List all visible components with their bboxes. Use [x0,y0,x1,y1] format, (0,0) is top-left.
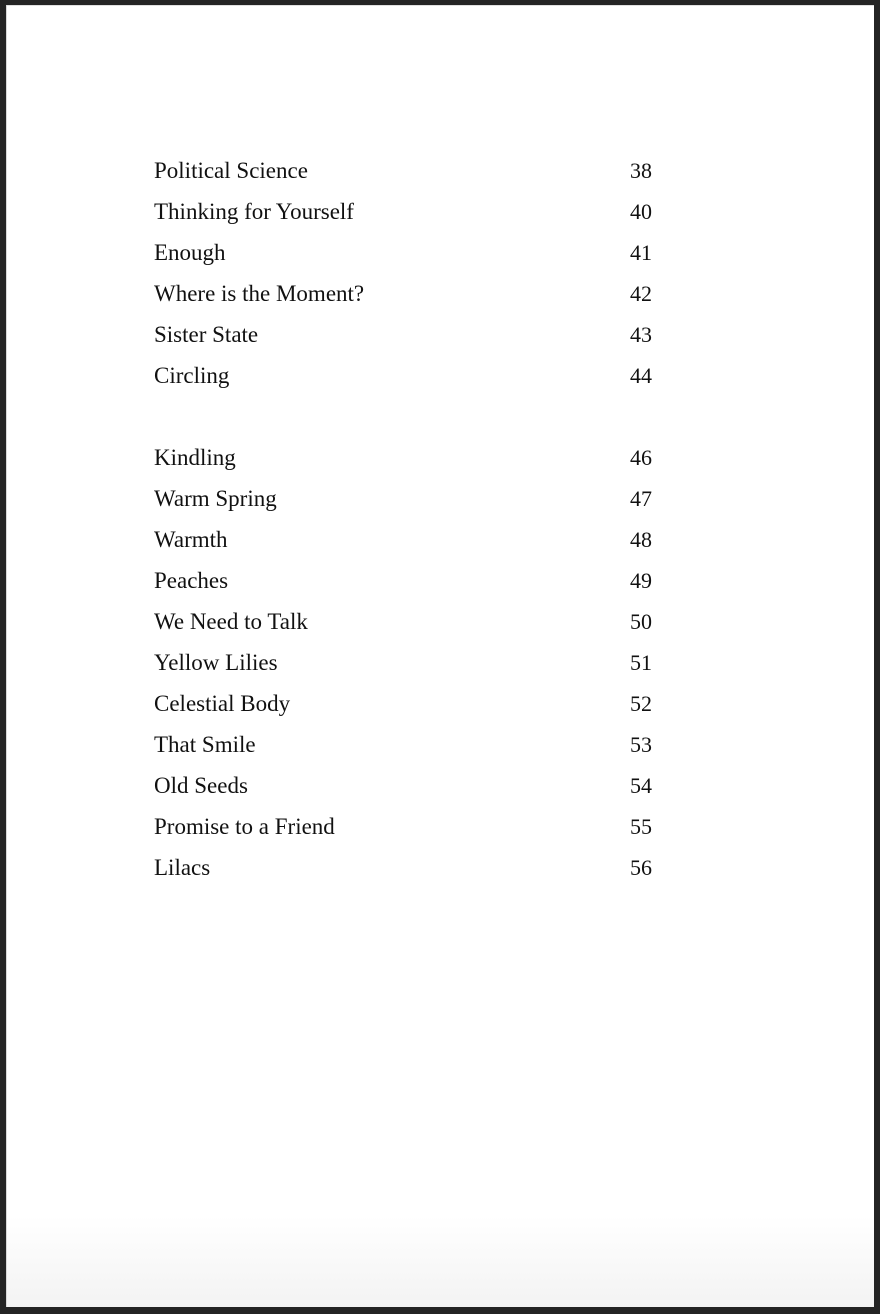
toc-entry-page: 41 [630,240,652,265]
toc-entry-page: 54 [630,773,652,798]
toc-entry [154,273,674,314]
toc-entry [154,314,674,355]
toc-entry-title: Lilacs [154,855,211,880]
toc-entry [154,150,674,191]
toc-entry [154,724,674,765]
toc-entry-title: Where is the Moment? [154,281,365,306]
section-spacer [154,396,674,437]
toc-entry-page: 43 [630,322,652,347]
toc-entry [154,191,674,232]
toc-section-2 [154,437,674,888]
toc-entry-page: 47 [630,486,652,511]
toc-entry-page: 46 [630,445,652,470]
toc-entry-page: 56 [630,855,652,880]
toc-entry-title: Warmth [154,527,228,552]
toc-entry-page: 52 [630,691,652,716]
toc-entry-page: 44 [630,363,652,388]
toc-entry-title: Political Science [154,158,308,183]
toc-entry-title: Warm Spring [154,486,277,511]
toc-entry-page: 42 [630,281,652,306]
toc-entry-page: 38 [630,158,652,183]
toc-entry-title: That Smile [154,732,256,757]
toc-entry-title: Kindling [154,445,236,470]
toc-entry-page: 40 [630,199,652,224]
toc-entry [154,437,674,478]
document-page [6,5,874,1307]
toc-section-1 [154,150,674,396]
toc-entry-title: We Need to Talk [154,609,308,634]
toc-entry-page: 55 [630,814,652,839]
toc-entry-title: Sister State [154,322,259,347]
toc-entry [154,847,674,888]
table-of-contents [154,150,674,888]
toc-entry-title: Enough [154,240,226,265]
toc-entry-title: Circling [154,363,230,388]
toc-entry-page: 53 [630,732,652,757]
toc-entry-page: 51 [630,650,652,675]
toc-entry-title: Old Seeds [154,773,248,798]
toc-entry [154,355,674,396]
toc-entry-title: Promise to a Friend [154,814,335,839]
toc-entry [154,806,674,847]
toc-entry [154,765,674,806]
toc-entry [154,683,674,724]
toc-entry-title: Yellow Lilies [154,650,278,675]
toc-entry-page: 48 [630,527,652,552]
toc-entry-title: Thinking for Yourself [154,199,354,224]
toc-entry [154,642,674,683]
toc-entry [154,519,674,560]
toc-entry [154,478,674,519]
toc-entry-page: 50 [630,609,652,634]
toc-entry-page: 49 [630,568,652,593]
toc-entry-title: Peaches [154,568,229,593]
toc-entry-title: Celestial Body [154,691,291,716]
toc-entry [154,560,674,601]
toc-entry [154,232,674,273]
toc-entry [154,601,674,642]
